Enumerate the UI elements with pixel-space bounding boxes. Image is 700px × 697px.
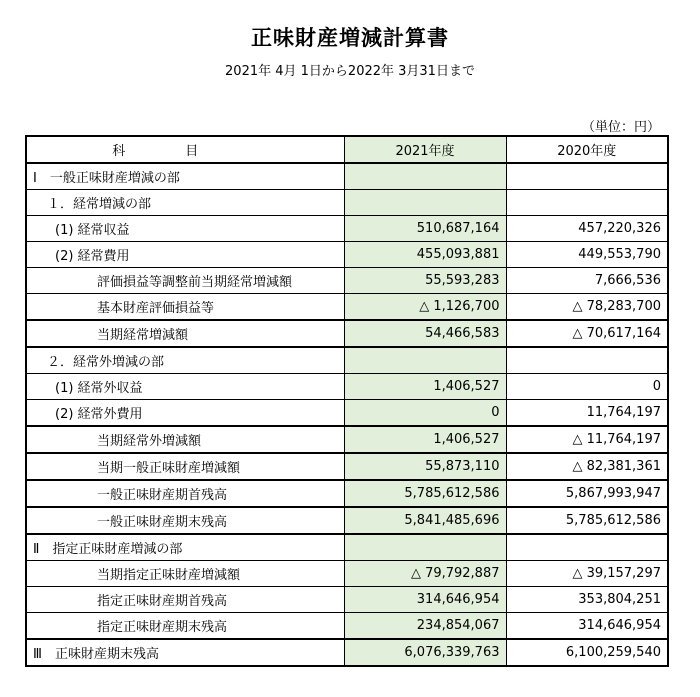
row-label: 指定正味財産期首残高 xyxy=(26,587,344,613)
row-current-value: 510,687,164 xyxy=(344,216,506,242)
table-row xyxy=(26,534,668,561)
table-row xyxy=(26,268,668,294)
row-previous-value: △ 39,157,297 xyxy=(506,561,668,587)
header-row xyxy=(26,136,668,163)
table-row xyxy=(26,507,668,534)
row-current-value xyxy=(344,163,506,190)
period-range: 2021年 4月 1日から2022年 3月31日まで xyxy=(225,64,475,79)
row-previous-value: 11,764,197 xyxy=(506,400,668,427)
table-row xyxy=(26,400,668,427)
row-current-value: 55,873,110 xyxy=(344,453,506,480)
row-current-value xyxy=(344,347,506,374)
table-row xyxy=(26,480,668,507)
row-current-value: △ 1,126,700 xyxy=(344,294,506,321)
row-previous-value xyxy=(506,190,668,216)
row-label: 一般正味財産期末残高 xyxy=(26,507,344,534)
row-previous-value: 0 xyxy=(506,374,668,400)
row-current-value: 55,593,283 xyxy=(344,268,506,294)
row-previous-value: 5,785,612,586 xyxy=(506,507,668,534)
row-label: 当期経常増減額 xyxy=(26,320,344,347)
row-label: (2) 経常費用 xyxy=(26,242,344,268)
row-label: (1) 経常外収益 xyxy=(26,374,344,400)
row-label: Ⅱ 指定正味財産増減の部 xyxy=(26,534,344,561)
table-row xyxy=(26,613,668,640)
row-label: 指定正味財産期末残高 xyxy=(26,613,344,640)
row-label: (2) 経常外費用 xyxy=(26,400,344,427)
row-label: 当期経常外増減額 xyxy=(26,426,344,453)
row-current-value: 1,406,527 xyxy=(344,426,506,453)
row-previous-value: 5,867,993,947 xyxy=(506,480,668,507)
table-row xyxy=(26,294,668,321)
row-label: (1) 経常収益 xyxy=(26,216,344,242)
row-current-value: 5,785,612,586 xyxy=(344,480,506,507)
row-label: 評価損益等調整前当期経常増減額 xyxy=(26,268,344,294)
row-label: 一般正味財産期首残高 xyxy=(26,480,344,507)
header-previous-year: 2020年度 xyxy=(506,136,668,163)
row-current-value: 234,854,067 xyxy=(344,613,506,640)
table-row xyxy=(26,426,668,453)
table-row xyxy=(26,639,668,666)
table-row xyxy=(26,347,668,374)
row-previous-value: △ 78,283,700 xyxy=(506,294,668,321)
row-current-value: 54,466,583 xyxy=(344,320,506,347)
row-current-value: 314,646,954 xyxy=(344,587,506,613)
row-current-value xyxy=(344,190,506,216)
row-previous-value: △ 70,617,164 xyxy=(506,320,668,347)
row-current-value: 0 xyxy=(344,400,506,427)
row-label: Ⅲ 正味財産期末残高 xyxy=(26,639,344,666)
row-previous-value: 7,666,536 xyxy=(506,268,668,294)
row-previous-value xyxy=(506,534,668,561)
row-current-value xyxy=(344,534,506,561)
row-previous-value xyxy=(506,163,668,190)
table-row xyxy=(26,453,668,480)
row-previous-value: 449,553,790 xyxy=(506,242,668,268)
table-row xyxy=(26,320,668,347)
row-label: ２．経常外増減の部 xyxy=(26,347,344,374)
row-current-value: △ 79,792,887 xyxy=(344,561,506,587)
row-label: 当期一般正味財産増減額 xyxy=(26,453,344,480)
row-previous-value: △ 82,381,361 xyxy=(506,453,668,480)
table-row xyxy=(26,587,668,613)
table-row xyxy=(26,216,668,242)
row-label: 基本財産評価損益等 xyxy=(26,294,344,321)
statement-table xyxy=(25,135,669,667)
row-label: １．経常増減の部 xyxy=(26,190,344,216)
row-previous-value: 6,100,259,540 xyxy=(506,639,668,666)
document-title: 正味財産増減計算書 xyxy=(251,26,449,50)
header-label: 科目 xyxy=(26,136,344,163)
row-current-value: 6,076,339,763 xyxy=(344,639,506,666)
row-current-value: 1,406,527 xyxy=(344,374,506,400)
row-previous-value: △ 11,764,197 xyxy=(506,426,668,453)
row-current-value: 455,093,881 xyxy=(344,242,506,268)
row-label: 当期指定正味財産増減額 xyxy=(26,561,344,587)
table-row xyxy=(26,561,668,587)
row-previous-value xyxy=(506,347,668,374)
row-current-value: 5,841,485,696 xyxy=(344,507,506,534)
unit-label: （単位：円） xyxy=(581,120,660,135)
row-label: Ⅰ 一般正味財産増減の部 xyxy=(26,163,344,190)
row-previous-value: 457,220,326 xyxy=(506,216,668,242)
header-current-year: 2021年度 xyxy=(344,136,506,163)
row-previous-value: 353,804,251 xyxy=(506,587,668,613)
table-row xyxy=(26,163,668,190)
table-row xyxy=(26,374,668,400)
table-row xyxy=(26,242,668,268)
row-previous-value: 314,646,954 xyxy=(506,613,668,640)
table-row xyxy=(26,190,668,216)
